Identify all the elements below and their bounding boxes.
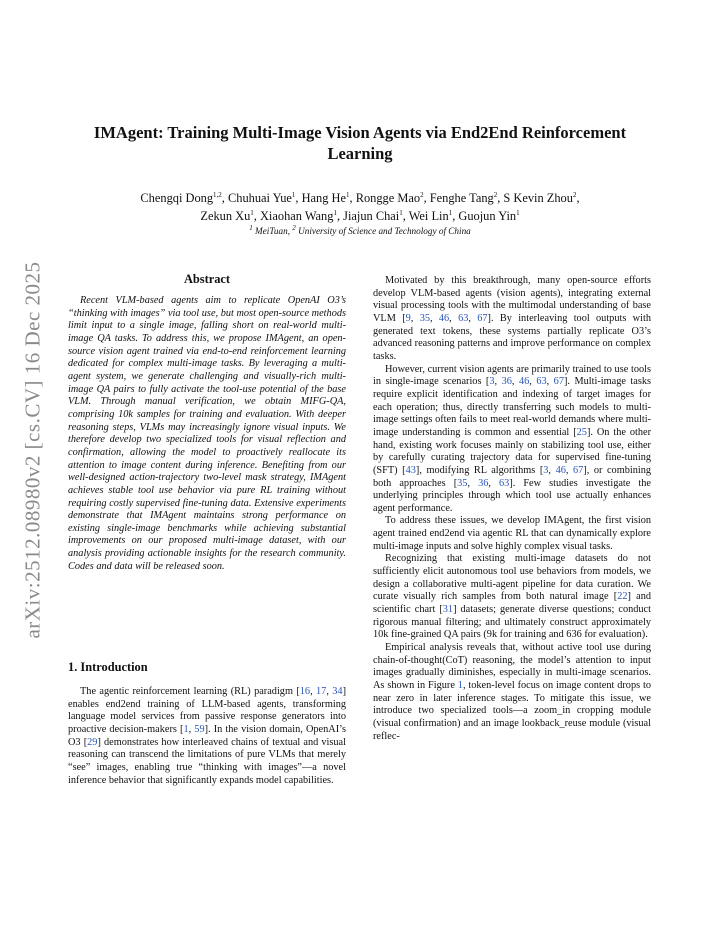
affiliation-1: MeiTuan, xyxy=(255,226,290,236)
text-run: ], modifying RL algorithms [ xyxy=(415,464,544,476)
citation-link[interactable]: 31 xyxy=(442,604,454,616)
author-affiliation-marker: 1 xyxy=(250,208,254,217)
author-affiliation-marker: 2 xyxy=(572,190,577,199)
text-run: The agentic reinforcement learning (RL) paradigm [ xyxy=(80,686,300,697)
text-run: Recognizing that existing multi-image datasets do not sufficiently elicit autonomous tool use behaviors from models, we design a collaborative multi-agent pipeline for data curation. We curate visually rich samples from both natural image [ xyxy=(373,553,651,603)
citation-link[interactable]: 63 xyxy=(536,376,547,388)
author-name: Zekun Xu xyxy=(200,209,251,223)
citation-link[interactable]: 63 xyxy=(458,312,469,324)
citation-link[interactable]: 59 xyxy=(194,723,205,735)
author-affiliation-marker: 1 xyxy=(346,190,350,199)
abstract-body xyxy=(68,295,346,573)
text-run: , xyxy=(546,376,554,388)
citation-link[interactable]: 46 xyxy=(438,312,450,324)
affiliation-2-number: 2 xyxy=(292,223,296,232)
author-name: Xiaohan Wang xyxy=(259,209,334,223)
text-run: , xyxy=(468,312,478,324)
citation-link[interactable]: 3 xyxy=(543,464,549,476)
author-list: Chengqi Dong$^{1,2}$, Chuhuai Yue$^1$, Hang He$^1$, Rongge Mao$^2$, Fenghe Tang$^2$, S Kevin Zhou$^2$, Zekun Xu$^1$, Xiaohan Wang$^1$, Jiajun Chai$^1$, Wei Lin$^1$, Guojun Yin$^1$ xyxy=(140,190,580,223)
text-run: , token-level focus on image content drops to near zero in later inference stages. To mitigate this issue, we introduce two specialized tools—a zoom_in cropping module (visual confirmation) and an image lookback_reuse module (visual reflec- xyxy=(373,680,651,742)
paper-title: IMAgent: Training Multi-Image Vision Agents via End2End Reinforcement Learning xyxy=(93,123,627,163)
text-run: , xyxy=(467,477,479,489)
citation-link[interactable]: 35 xyxy=(419,312,430,324)
text-run: ] datasets; generate diverse questions; conduct rigorous manual filtering; and ultimately construct approximately 10k fine-grained QA pairs (9k for training and 636 for evaluation). xyxy=(373,604,651,641)
text-run: However, current vision agents are primarily trained to use tools in single-image scenarios [ xyxy=(373,363,651,388)
text-run: ]. Multi-image tasks require explicit identification and indexing of target images for each operation; thus, directly transferring such models to multi-image settings often fails to meet real-world demands where multi-image understanding is common and essential [ xyxy=(373,376,651,438)
text-run: ] enables end2end training of LLM-based agents, transforming language model services from passive response generators into proactive decision-makers [ xyxy=(68,686,346,735)
author-name: S Kevin Zhou xyxy=(503,191,573,205)
paragraph xyxy=(373,364,651,516)
right-column xyxy=(373,275,651,743)
text-run: ] and scientific chart [ xyxy=(373,591,651,616)
citation-link[interactable]: 29 xyxy=(87,736,98,748)
text-run: To address these issues, we develop IMAgent, the first vision agent trained end2end via agentic RL that can dynamically explore multi-image inputs and solve highly complex visual tasks. xyxy=(373,515,651,552)
citation-link[interactable]: 46 xyxy=(518,376,530,388)
citation-link[interactable]: 3 xyxy=(489,376,495,388)
citation-link[interactable]: 35 xyxy=(457,477,468,489)
abstract-heading: Abstract xyxy=(183,272,231,286)
paragraph xyxy=(373,642,651,743)
text-run: ] demonstrates how interleaved chains of textual and visual reasoning can transcend the limitations of pure VLMs that merely “see” images, enabling true “thinking with images”—a novel inference behavior that significantly expands model capabilities. xyxy=(68,736,346,786)
citation-link[interactable]: 67 xyxy=(573,464,584,476)
citation-link[interactable]: 1 xyxy=(457,680,463,691)
text-run: ], or combining both approaches [ xyxy=(373,464,652,489)
author-name: Guojun Yin xyxy=(458,209,517,223)
author-name: Chuhuai Yue xyxy=(228,191,292,205)
citation-link[interactable]: 36 xyxy=(478,477,489,489)
citation-link[interactable]: 25 xyxy=(576,426,587,438)
text-run: Motivated by this breakthrough, many open-source efforts develop VLM-based agents (vision agents), integrating external visual processing tools with the multimodal understanding of base VLM [ xyxy=(373,275,651,324)
text-run: ]. In the vision domain, OpenAI’s O3 [ xyxy=(68,723,346,748)
author-affiliation-marker: 1 xyxy=(291,190,296,199)
affiliation-1-number: 1 xyxy=(249,223,253,232)
paragraph xyxy=(373,553,651,642)
author-affiliation-marker: 2 xyxy=(493,190,498,199)
text-run: , xyxy=(548,464,556,476)
text-run: ]. By interleaving tool outputs with generated text tokens, these systems partially replicate O3’s advanced reasoning patterns and improve performance on complex tasks. xyxy=(373,312,651,362)
author-affiliation-marker: 1 xyxy=(333,208,337,217)
abstract-text: Recent VLM-based agents aim to replicate OpenAI O3’s “thinking with images” via tool use, but most open-source methods limit input to a single image, falling short on real-world multi-image QA tasks. To address this, we propose IMAgent, an open-source vision agent trained via end-to-end reinforcement learning dedicated for complex multi-image tasks. By leveraging a multi-agent system, we generate challenging and visually-rich multi-image QA pairs to fully activate the tool-use potential of the base VLM. Through manual verification, we obtain MIFG-QA, comprising 10k samples for training and evaluation. With deeper reasoning steps, VLMs may increasingly ignore visual inputs. We therefore develop two specialized tools for visual reflection and confirmation, allowing the model to proactively reallocate its attention to image content during inference. Benefiting from our well-designed action-trajectory two-level mask strategy, IMAgent achieves stable tool use behavior via pure RL training without requiring costly supervised fine-tuning data. Extensive experiments demonstrate that IMAgent maintains strong performance on existing single-image benchmarks while achieving substantial improvements on our proposed multi-image dataset, with our analysis providing actionable insights for the research community. Codes and data will be released soon. xyxy=(68,295,346,572)
text-run: , xyxy=(410,312,420,324)
affiliation-2: University of Science and Technology of China xyxy=(298,226,471,236)
citation-link[interactable]: 17 xyxy=(316,686,327,697)
author-name: Rongge Mao xyxy=(355,191,421,205)
author-name: Jiajun Chai xyxy=(343,209,400,223)
paragraph xyxy=(373,515,651,553)
text-run: , xyxy=(529,376,537,388)
affiliations xyxy=(80,223,640,236)
text-run: , xyxy=(565,464,573,476)
arxiv-sidebar xyxy=(8,250,58,650)
citation-link[interactable]: 36 xyxy=(501,376,512,388)
text-run: , xyxy=(310,686,317,697)
author-affiliation-marker: 1,2 xyxy=(213,190,222,199)
author-affiliation-marker: 1 xyxy=(399,208,403,217)
citation-link[interactable]: 46 xyxy=(555,464,566,476)
text-run: , xyxy=(488,477,499,489)
arxiv-identifier: arXiv:2512.08980v2 [cs.CV] 16 Dec 2025 xyxy=(20,261,45,639)
citation-link[interactable]: 63 xyxy=(498,477,510,489)
text-run: , xyxy=(429,312,439,324)
author-name: Hang He xyxy=(301,191,346,205)
citation-link[interactable]: 22 xyxy=(617,591,628,603)
citation-link[interactable]: 43 xyxy=(405,464,416,476)
citation-link[interactable]: 16 xyxy=(299,686,311,697)
paragraph xyxy=(68,686,346,787)
citation-link[interactable]: 34 xyxy=(332,686,343,697)
text-run: , xyxy=(188,723,195,735)
author-name: Chengqi Dong xyxy=(140,191,214,205)
author-name: Wei Lin xyxy=(408,209,449,223)
section-heading-introduction: 1. Introduction xyxy=(68,660,148,674)
citation-link[interactable]: 1 xyxy=(183,723,189,735)
citation-link[interactable]: 9 xyxy=(405,312,411,324)
author-affiliation-marker: 2 xyxy=(420,190,424,199)
text-run: , xyxy=(449,312,459,324)
citation-link[interactable]: 67 xyxy=(553,376,564,388)
text-run: , xyxy=(494,376,502,388)
text-run: , xyxy=(511,376,519,388)
author-name: Fenghe Tang xyxy=(429,191,494,205)
author-affiliation-marker: 1 xyxy=(516,208,520,217)
paragraph xyxy=(373,275,651,364)
citation-link[interactable]: 67 xyxy=(477,312,488,324)
text-run: ]. On the other hand, existing work focuses mainly on stabilizing tool use, either by carefully curating trajectory data for supervised fine-tuning (SFT) [ xyxy=(373,426,651,476)
author-affiliation-marker: 1 xyxy=(448,208,453,217)
text-run: , xyxy=(326,686,333,697)
text-run: Empirical analysis reveals that, without active tool use during chain-of-thought(CoT) reasoning, the model’s attention to input images gradually diminishes, especially in multi-image scenarios. As shown in Figure xyxy=(373,642,651,691)
introduction-body xyxy=(68,686,346,787)
text-run: ]. Few studies investigate the underlying principles through which tool use actually enhances agent performance. xyxy=(373,477,651,514)
